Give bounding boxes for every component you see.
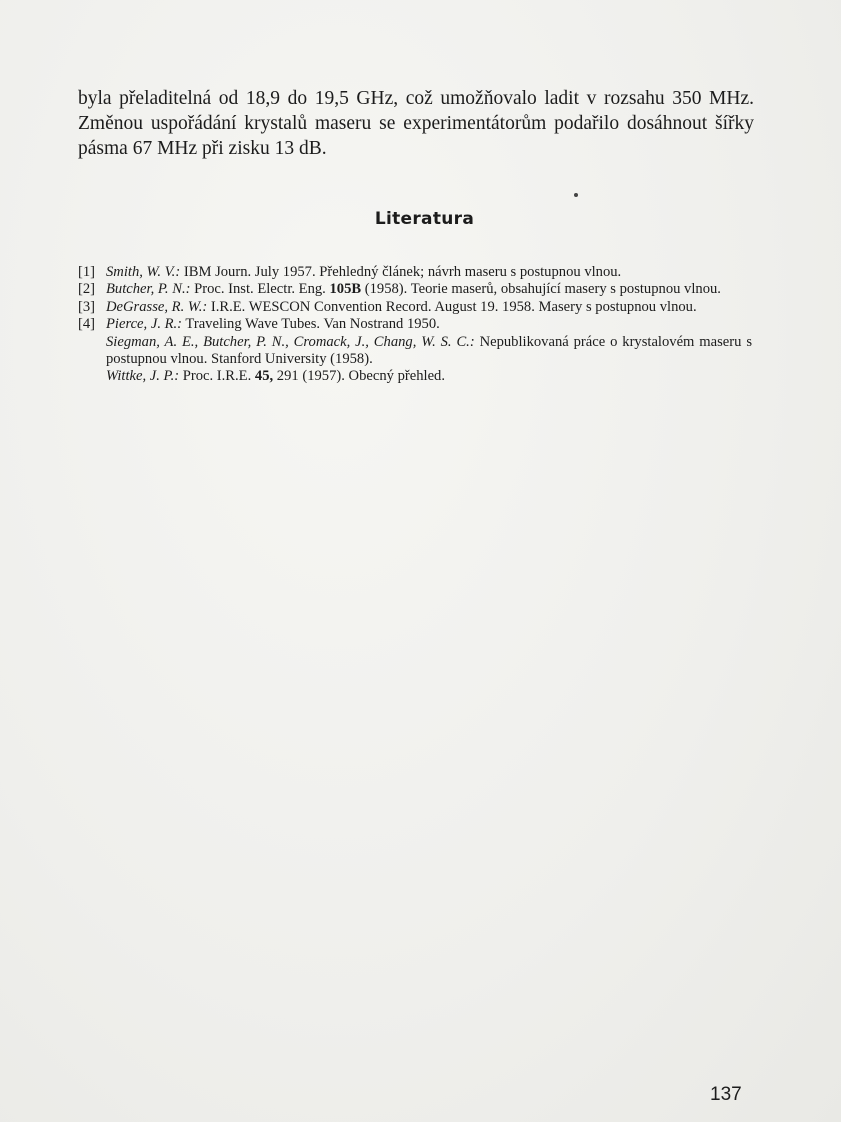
reference-number: [4] (78, 316, 96, 333)
reference-text (106, 299, 752, 316)
reference-list (78, 264, 752, 386)
reference-source: I.R.E. WESCON Convention Record. August 19. 1958. Masery s postupnou vlnou. (207, 298, 697, 315)
reference-author: Smith, W. V.: (106, 264, 181, 280)
reference-author: Siegman, A. E., Butcher, P. N., Cromack, J., Chang, W. S. C.: (106, 333, 475, 350)
reference-item (78, 316, 752, 333)
reference-author: Pierce, J. R.: (106, 316, 183, 333)
reference-author: Butcher, P. N.: (106, 281, 191, 298)
reference-source: Proc. Inst. Electr. Eng. (190, 281, 330, 298)
reference-item (78, 264, 752, 281)
page-number: 137 (710, 1084, 742, 1105)
reference-item (78, 299, 752, 316)
reference-source: Proc. I.R.E. (179, 368, 255, 385)
section-heading: Literatura (374, 209, 475, 229)
reference-item (78, 368, 752, 385)
reference-source: IBM Journ. July 1957. Přehledný článek; návrh maseru s postupnou vlnou. (180, 264, 622, 280)
reference-text (106, 368, 752, 385)
reference-number: [3] (78, 298, 96, 315)
reference-text (106, 334, 752, 369)
reference-source-rest: (1958). Teorie maserů, obsahující masery s postupnou vlnou. (361, 281, 721, 298)
reference-volume: 105B (329, 281, 362, 298)
reference-author: Wittke, J. P.: (106, 368, 180, 385)
ink-speck (574, 193, 578, 197)
reference-number: [2] (78, 281, 96, 298)
reference-number: [1] (78, 264, 96, 280)
reference-text (106, 264, 752, 281)
reference-item (78, 334, 752, 369)
reference-volume: 45, (254, 368, 274, 385)
body-paragraph (78, 86, 754, 161)
reference-author: DeGrasse, R. W.: (106, 298, 208, 315)
reference-source: Traveling Wave Tubes. Van Nostrand 1950. (182, 316, 440, 333)
reference-source-rest: 291 (1957). Obecný přehled. (273, 368, 445, 385)
paragraph-text: byla přeladitelná od 18,9 do 19,5 GHz, což umožňovalo ladit v rozsahu 350 MHz. Změnou uspořádání krystalů maseru se experimentátorům podařilo dosáhnout šířky pásma 67 MHz při zisku 13 dB. (78, 88, 754, 159)
reference-source: Nepublikovaná práce o krystalovém maseru s postupnou vlnou. Stanford University (1958). (106, 333, 752, 368)
reference-item (78, 281, 752, 298)
reference-text (106, 316, 752, 333)
reference-text (106, 281, 752, 298)
